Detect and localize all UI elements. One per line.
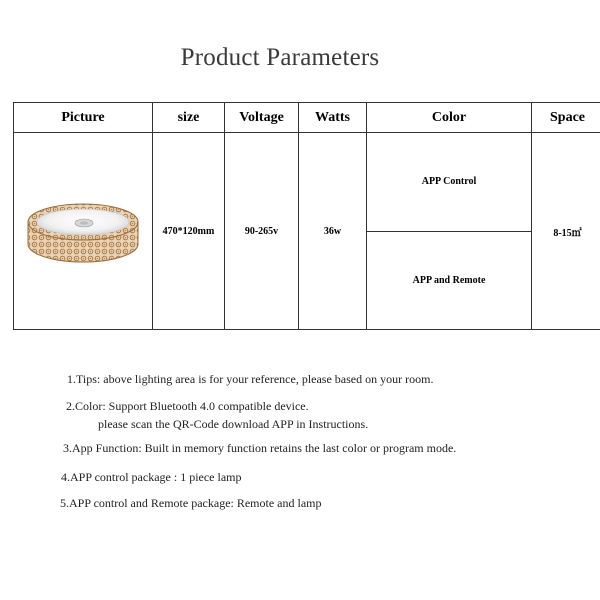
size-value: 470*120mm [153,133,225,330]
table-header-row [14,103,600,133]
note-color-continued: please scan the QR-Code download APP in Instructions. [98,417,369,431]
watts-value: 36w [299,133,367,330]
voltage-value: 90-265v [225,133,299,330]
note-tips: 1.Tips: above lighting area is for your reference, please based on your room. [67,372,434,386]
parameters-table [13,102,600,330]
note-color: 2.Color: Support Bluetooth 4.0 compatible device. [66,399,309,413]
note-app-function: 3.App Function: Built in memory function retains the last color or program mode. [63,441,457,455]
header-size: size [153,103,225,133]
color-option-app-remote: APP and Remote [367,231,532,330]
note-app-control-package: 4.APP control package : 1 piece lamp [61,470,242,484]
header-voltage: Voltage [225,103,299,133]
page-title: Product Parameters [180,44,380,71]
header-picture: Picture [14,103,153,133]
table-row [14,133,600,232]
product-picture-cell [14,133,153,330]
header-watts: Watts [299,103,367,133]
space-value: 8-15㎡ [532,133,600,330]
header-color: Color [367,103,532,133]
note-app-remote-package: 5.APP control and Remote package: Remote and lamp [60,496,322,510]
header-space: Space [532,103,600,133]
color-option-app-control: APP Control [367,133,532,232]
ceiling-lamp-image [24,192,142,270]
